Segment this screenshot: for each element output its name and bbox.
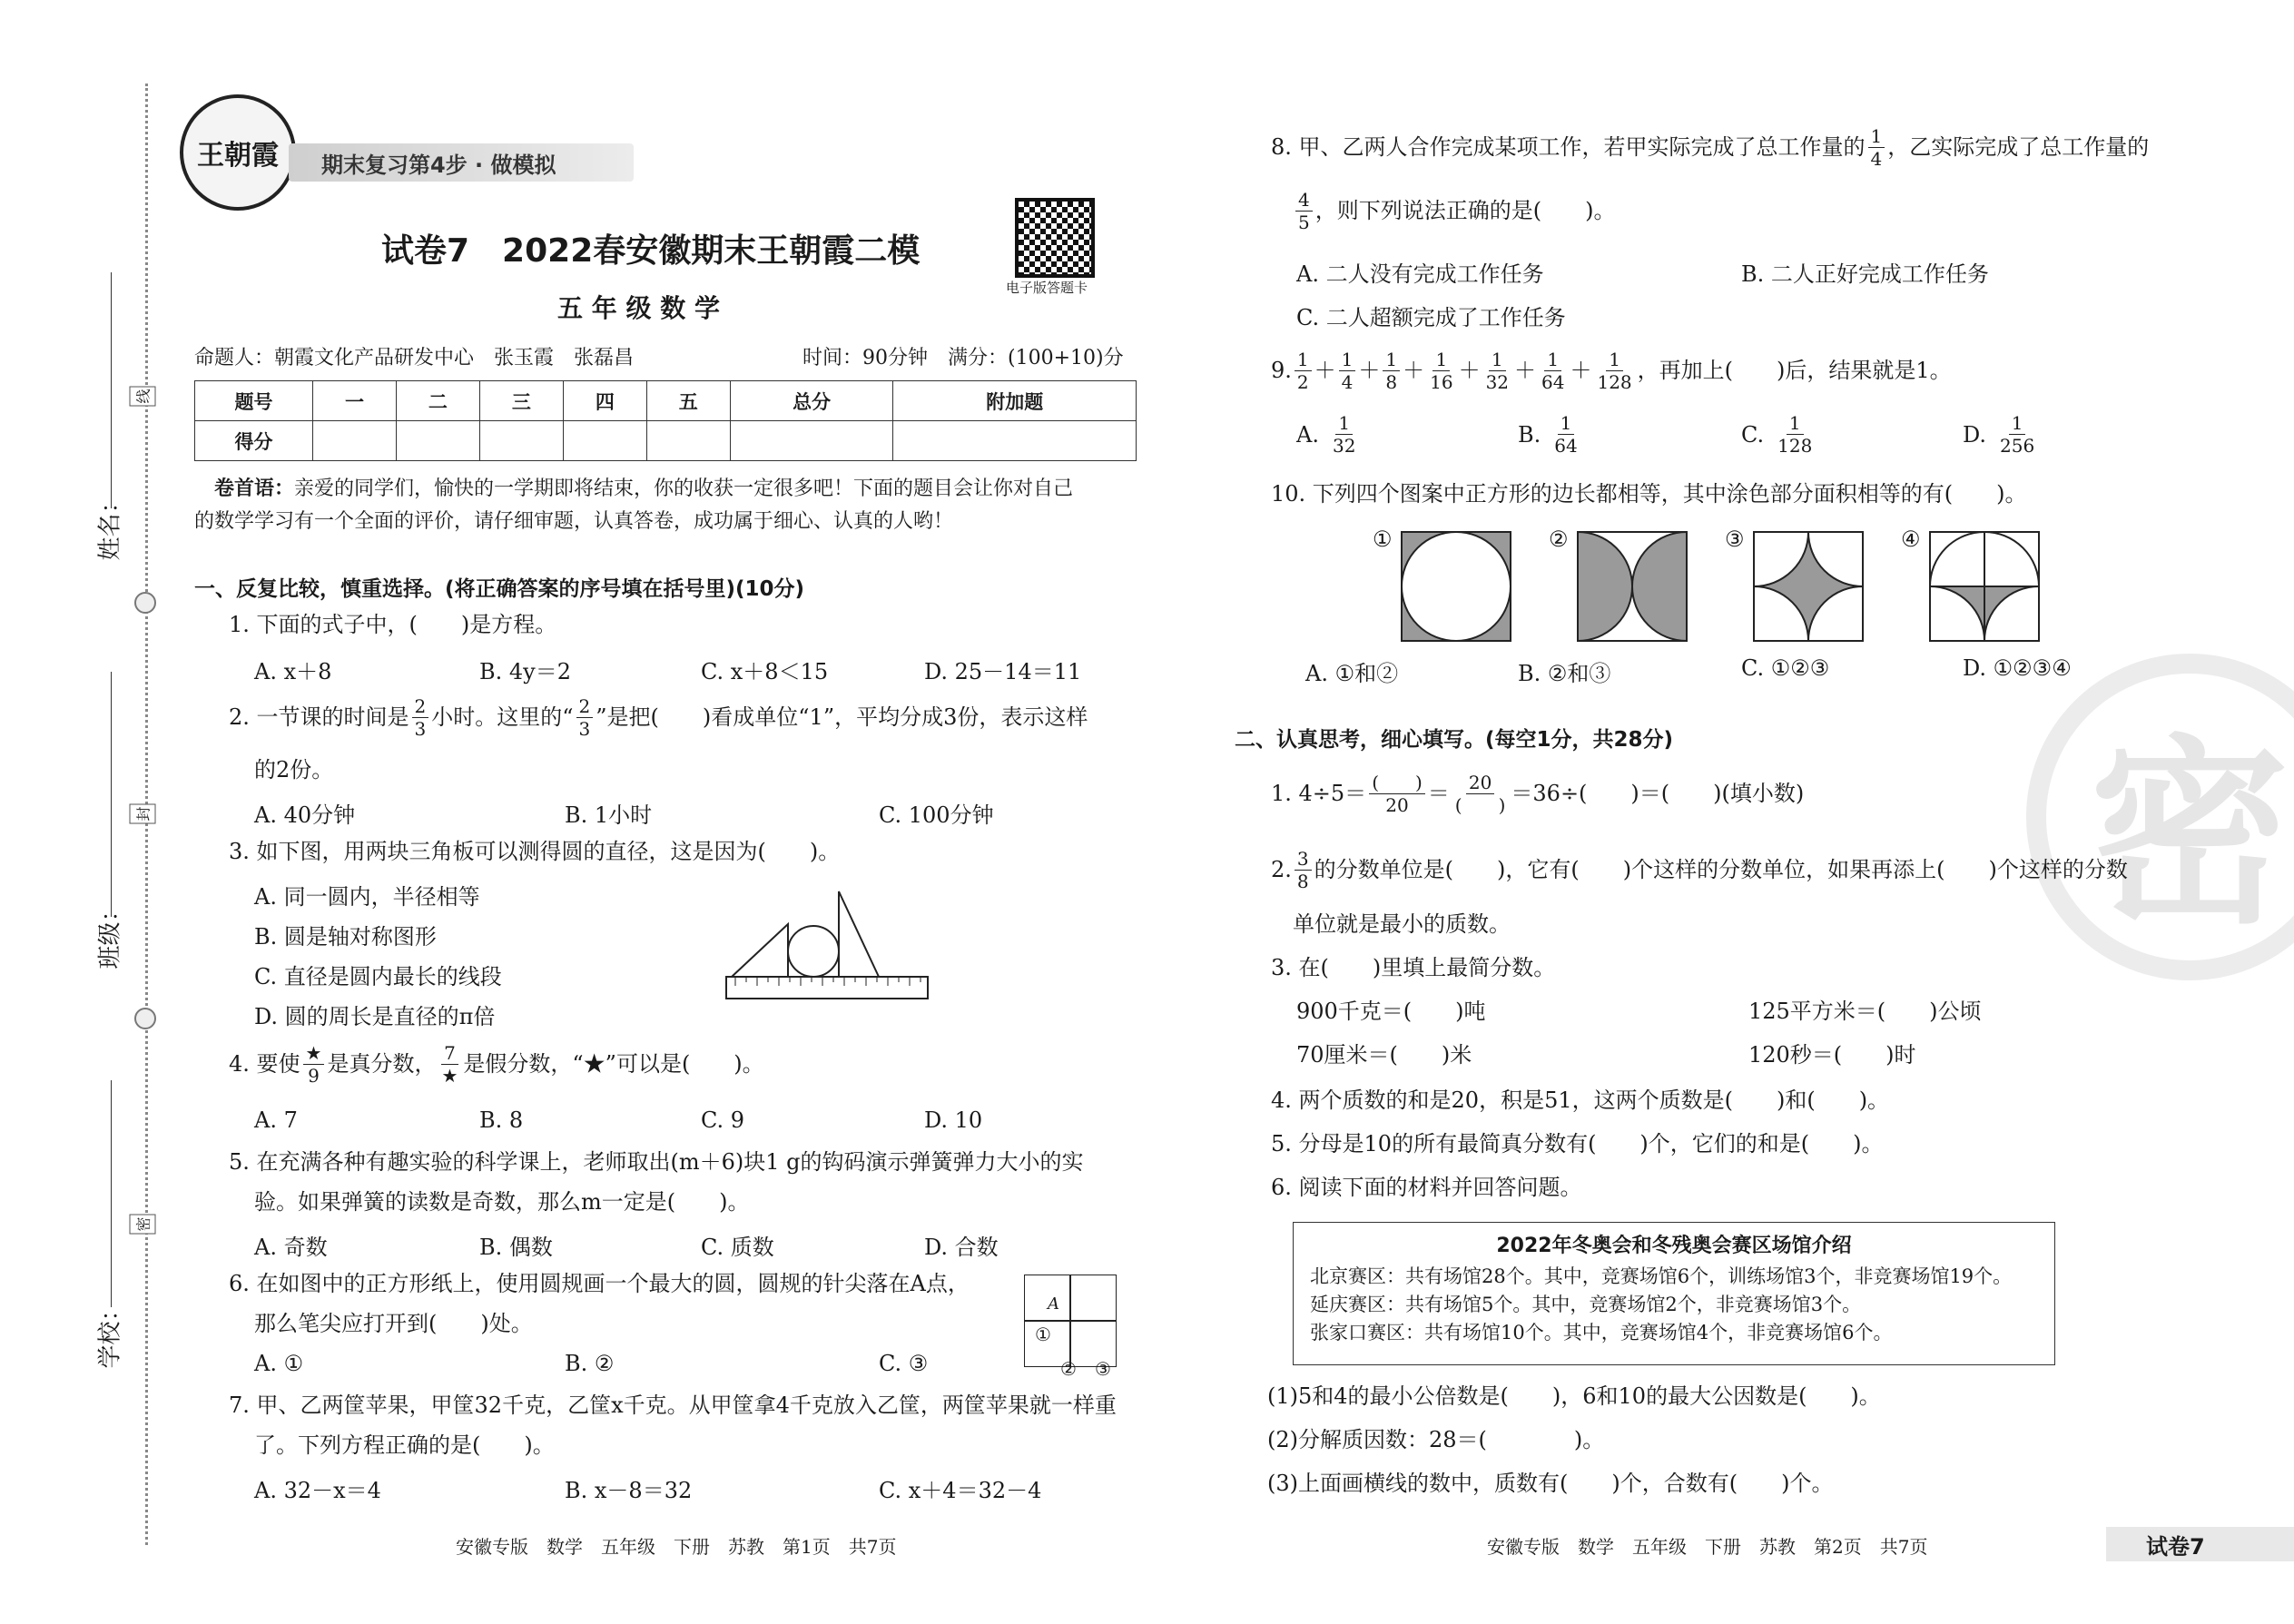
q8-stem-a: 8. 甲、乙两人合作完成某项工作，若甲实际完成了总工作量的 — [1271, 134, 1866, 161]
q5-option-a[interactable]: A. 奇数 — [254, 1235, 328, 1260]
name-underline — [111, 272, 112, 508]
q9-plus-sign: ＋ — [1403, 358, 1425, 384]
binding-hole-icon — [134, 592, 156, 614]
class-label: 班级： — [96, 898, 124, 969]
s2-q3-stem: 3. 在( )里填上最简分数。 — [1271, 955, 1556, 980]
venue-info-box — [1293, 1222, 2055, 1365]
score-header-cell: 总分 — [730, 381, 893, 421]
q8-stem-b: ，乙实际完成了总工作量的 — [1887, 134, 2150, 161]
q10-option-b[interactable]: B. ②和③ — [1518, 661, 1611, 686]
q6-point-3: ③ — [1095, 1358, 1111, 1380]
q5-option-c[interactable]: C. 质数 — [701, 1235, 774, 1260]
step-banner — [289, 143, 634, 182]
brand-logo — [180, 94, 296, 211]
q4-option-b[interactable]: B. 8 — [479, 1107, 524, 1133]
q9-option-c[interactable]: C. $\frac{1}{128}$ — [1741, 414, 1817, 455]
intro-text-1: 亲爱的同学们，愉快的一学期即将结束，你的收获一定很多吧！下面的题目会让你对自己 — [294, 477, 1074, 500]
s2-q3-item-2[interactable]: 125平方米＝( )公顷 — [1748, 999, 1982, 1024]
q8-fraction-1: $\frac{1}{4}$ — [1868, 127, 1885, 168]
footer-left: 安徽专版 数学 五年级 下册 苏教 第1页 共7页 — [456, 1536, 897, 1558]
score-cell[interactable] — [313, 421, 397, 461]
s2-q3-item-4[interactable]: 120秒＝( )时 — [1748, 1042, 1916, 1068]
score-header-cell: 四 — [563, 381, 646, 421]
s2-q1-eq: ＝ — [1427, 781, 1450, 807]
q9-plus-sign: ＋ — [1358, 358, 1381, 384]
q2-fraction: $\frac{2}{3}$ — [412, 697, 429, 738]
paper-title: 试卷7 2022春安徽期末王朝霞二模 — [381, 232, 921, 270]
watermark-seal — [2026, 654, 2294, 980]
q4-stem-c: 是假分数，“★”可以是( )。 — [463, 1051, 764, 1078]
paper-subtitle: 五 年 级 数 学 — [557, 293, 720, 323]
q9-fraction: $\frac{1}{2}$ — [1295, 350, 1312, 391]
score-header-cell: 二 — [396, 381, 479, 421]
q1-option-a[interactable]: A. x＋8 — [254, 659, 332, 684]
q9-number: 9. — [1271, 358, 1292, 384]
venue-line-zhangjiakou: 张家口赛区：共有场馆10个。其中，竞赛场馆4个，非竞赛场馆6个。 — [1310, 1322, 1893, 1344]
score-cell[interactable] — [646, 421, 730, 461]
q9-fraction: $\frac{1}{64}$ — [1541, 349, 1565, 393]
q6-option-b[interactable]: B. ② — [565, 1351, 615, 1376]
score-header-cell: 题号 — [195, 381, 313, 421]
q2-stem-b: 小时。这里的“ — [431, 704, 574, 731]
q10-pattern-2 — [1576, 530, 1689, 643]
q5-option-b[interactable]: B. 偶数 — [479, 1235, 553, 1260]
q10-mark-3: ③ — [1725, 527, 1745, 552]
q2-stem — [229, 697, 1088, 738]
q3-option-c[interactable]: C. 直径是圆内最长的线段 — [254, 964, 502, 989]
q9-option-d-fraction: $\frac{1}{256}$ — [2000, 412, 2035, 457]
q9-tail[interactable]: ，再加上( )后，结果就是1。 — [1637, 358, 1952, 384]
q9-plus-sign: ＋ — [1314, 358, 1336, 384]
q6-point-2: ② — [1060, 1358, 1077, 1380]
q4-stem — [229, 1044, 764, 1085]
q7-line-1: 7. 甲、乙两筐苹果，甲筐32千克，乙筐x千克。从甲筐拿4千克放入乙筐，两筐苹果就一样重 — [229, 1393, 1117, 1418]
q9-option-c-fraction: $\frac{1}{128}$ — [1777, 412, 1813, 457]
score-cell[interactable] — [563, 421, 646, 461]
step-banner-text: 期末复习第4步 · 做模拟 — [321, 152, 556, 178]
q8-option-b[interactable]: B. 二人正好完成工作任务 — [1741, 261, 1989, 287]
footer-right: 安徽专版 数学 五年级 下册 苏教 第2页 共7页 — [1487, 1536, 1928, 1558]
q6-grid-figure — [1024, 1275, 1118, 1380]
q9-plus-sign: ＋ — [1570, 358, 1592, 384]
cut-mark-mi: 密 — [130, 1214, 156, 1234]
s2-q1-tail[interactable]: ＝36÷( )＝( )(填小数) — [1511, 781, 1805, 807]
class-underline — [111, 672, 112, 917]
s2-q2 — [1271, 850, 2128, 891]
q9-plus-sign: ＋ — [1514, 358, 1537, 384]
s2-q2-tail[interactable]: 的分数单位是( )，它有( )个这样的分数单位，如果再添上( )个这样的分数 — [1314, 857, 2128, 883]
score-cell[interactable] — [730, 421, 893, 461]
section1-title: 一、反复比较，慎重选择。(将正确答案的序号填在括号里)(10分) — [194, 577, 805, 601]
brand-logo-text: 王朝霞 — [197, 140, 279, 172]
q4-option-c[interactable]: C. 9 — [701, 1107, 745, 1133]
score-row-label: 得分 — [195, 421, 313, 461]
s2-sub-3[interactable]: (3)上面画横线的数中，质数有( )个，合数有( )个。 — [1267, 1471, 1834, 1496]
q10-option-a[interactable]: A. ①和② — [1305, 661, 1399, 686]
q9-fraction: $\frac{1}{32}$ — [1485, 349, 1510, 393]
q2-fraction-2: $\frac{2}{3}$ — [576, 697, 594, 738]
school-label: 学校： — [96, 1297, 124, 1369]
school-underline — [111, 1080, 112, 1307]
venue-line-yanqing: 延庆赛区：共有场馆5个。其中，竞赛场馆2个，非竞赛场馆3个。 — [1310, 1294, 1862, 1316]
q3-triangle-ruler-figure — [723, 886, 931, 1006]
q2-stem-a: 2. 一节课的时间是 — [229, 704, 409, 731]
q8-option-a[interactable]: A. 二人没有完成工作任务 — [1296, 261, 1544, 287]
q9-option-d[interactable]: D. $\frac{1}{256}$ — [1963, 414, 2040, 455]
footer-badge-text: 试卷7 — [2146, 1533, 2205, 1560]
venue-box-title: 2022年冬奥会和冬残奥会赛区场馆介绍 — [1496, 1235, 1852, 1257]
q6-option-c[interactable]: C. ③ — [879, 1351, 929, 1376]
score-cell[interactable] — [479, 421, 563, 461]
s2-sub-2[interactable]: (2)分解质因数：28＝( )。 — [1267, 1427, 1605, 1452]
q9-plus-sign: ＋ — [1458, 358, 1481, 384]
q6-line-2: 那么笔尖应打开到( )处。 — [254, 1311, 533, 1336]
q7-line-2: 了。下列方程正确的是( )。 — [254, 1432, 555, 1458]
s2-q3-item-3[interactable]: 70厘米＝( )米 — [1296, 1042, 1472, 1068]
score-header-cell: 五 — [646, 381, 730, 421]
q1-option-b[interactable]: B. 4y＝2 — [479, 659, 571, 684]
q8-option-c[interactable]: C. 二人超额完成了工作任务 — [1296, 305, 1566, 330]
q7-option-c[interactable]: C. x＋4＝32－4 — [879, 1478, 1042, 1503]
cut-mark-feng: 封 — [130, 803, 156, 823]
q9-option-b[interactable]: B. $\frac{1}{64}$ — [1518, 414, 1583, 455]
score-header-cell: 附加题 — [893, 381, 1137, 421]
q10-option-c[interactable]: C. ①②③ — [1741, 655, 1830, 681]
score-cell[interactable] — [396, 421, 479, 461]
footer-badge — [2106, 1527, 2294, 1561]
s2-q3-item-1[interactable]: 900千克＝( )吨 — [1296, 999, 1486, 1024]
intro-line-1 — [214, 477, 1073, 501]
q7-option-b[interactable]: B. x－8＝32 — [565, 1478, 693, 1503]
s2-sub-1[interactable]: (1)5和4的最小公倍数是( )，6和10的最大公因数是( )。 — [1267, 1383, 1881, 1409]
q4-stem-b: 是真分数， — [327, 1051, 437, 1078]
q2-line-2: 的2份。 — [254, 757, 334, 782]
q5-line-2: 验。如果弹簧的读数是奇数，那么m一定是( )。 — [254, 1189, 750, 1215]
s2-q1 — [1271, 773, 1804, 814]
q9-fraction: $\frac{1}{4}$ — [1339, 350, 1356, 391]
q10-mark-4: ④ — [1901, 527, 1921, 552]
score-header-cell: 三 — [479, 381, 563, 421]
q2-stem-c: ”是把( )看成单位“1”，平均分成3份，表示这样 — [596, 704, 1088, 731]
s2-q5[interactable]: 5. 分母是10的所有最简真分数有( )个，它们的和是( )。 — [1271, 1131, 1884, 1156]
q2-option-a[interactable]: A. 40分钟 — [254, 802, 356, 828]
q10-stem: 10. 下列四个图案中正方形的边长都相等，其中涂色部分面积相等的有( )。 — [1271, 481, 2027, 507]
q7-option-a[interactable]: A. 32－x＝4 — [254, 1478, 381, 1503]
s2-q1-a: 1. 4÷5＝ — [1271, 781, 1367, 807]
q4-option-d[interactable]: D. 10 — [924, 1107, 983, 1133]
q10-mark-2: ② — [1549, 527, 1569, 552]
s2-q2-fraction: $\frac{3}{8}$ — [1295, 850, 1312, 891]
q3-option-a[interactable]: A. 同一圆内，半径相等 — [254, 884, 480, 910]
q4-fraction-2: $\frac{7}{★}$ — [441, 1042, 458, 1087]
q4-stem-a: 4. 要使 — [229, 1051, 300, 1078]
score-header-row — [195, 381, 1137, 421]
q9-option-b-fraction: $\frac{1}{64}$ — [1554, 412, 1578, 457]
q8-fraction-2: $\frac{4}{5}$ — [1295, 191, 1313, 231]
venue-line-beijing: 北京赛区：共有场馆28个。其中，竞赛场馆6个，训练场馆3个，非竞赛场馆19个。 — [1310, 1265, 2013, 1287]
binding-hole-icon — [134, 1008, 156, 1029]
q9-fraction: $\frac{1}{128}$ — [1597, 349, 1632, 393]
s2-q1-fraction-2[interactable]: $\frac{20}{( )}$ — [1454, 772, 1506, 816]
q8-line-1 — [1271, 127, 2149, 168]
q4-fraction-1: $\frac{★}{9}$ — [303, 1044, 325, 1085]
q5-option-d[interactable]: D. 合数 — [924, 1235, 999, 1260]
name-label: 姓名： — [96, 489, 124, 561]
s2-q2-line-2: 单位就是最小的质数。 — [1293, 911, 1511, 937]
s2-q4[interactable]: 4. 两个质数的和是20，积是51，这两个质数是( )和( )。 — [1271, 1088, 1890, 1113]
author-line: 命题人：朝霞文化产品研发中心 张玉霞 张磊昌 — [194, 347, 635, 369]
intro-lead: 卷首语： — [214, 477, 295, 500]
s2-q6: 6. 阅读下面的材料并回答问题。 — [1271, 1175, 1582, 1200]
s2-q1-fraction-1[interactable]: $\frac{( )}{20}$ — [1369, 773, 1425, 814]
score-value-row — [195, 421, 1137, 461]
q2-option-c[interactable]: C. 100分钟 — [879, 802, 994, 828]
qr-code — [1015, 198, 1095, 278]
intro-line-2: 的数学学习有一个全面的评价，请仔细审题，认真答卷，成功属于细心、认真的人哟！ — [194, 510, 954, 533]
q10-pattern-1 — [1400, 530, 1512, 643]
q1-option-c[interactable]: C. x＋8＜15 — [701, 659, 829, 684]
q10-pattern-4 — [1928, 530, 2041, 643]
score-table — [194, 380, 1137, 461]
cut-mark-xian: 线 — [130, 386, 156, 406]
qr-caption: 电子版答题卡 — [1006, 280, 1088, 296]
q1-option-d[interactable]: D. 25－14＝11 — [924, 659, 1082, 684]
q6-option-a[interactable]: A. ① — [254, 1351, 304, 1376]
q8-line-2 — [1293, 191, 1615, 231]
q6-point-1: ① — [1035, 1324, 1051, 1345]
section2-title: 二、认真思考，细心填写。(每空1分，共28分) — [1235, 728, 1674, 752]
q6-line-1: 6. 在如图中的正方形纸上，使用圆规画一个最大的圆，圆规的针尖落在A点， — [229, 1271, 970, 1296]
time-line: 时间：90分钟 满分：(100+10)分 — [802, 347, 1124, 369]
q10-pattern-3 — [1752, 530, 1865, 643]
q9-stem — [1271, 350, 1952, 391]
s2-q2-number: 2. — [1271, 857, 1292, 883]
q8-stem-c: ，则下列说法正确的是( )。 — [1314, 198, 1616, 224]
q9-fraction: $\frac{1}{8}$ — [1383, 350, 1400, 391]
watermark-text: 密 — [2089, 715, 2289, 950]
q3-option-d[interactable]: D. 圆的周长是直径的π倍 — [254, 1004, 496, 1029]
q2-option-b[interactable]: B. 1小时 — [565, 802, 653, 828]
q10-option-d[interactable]: D. ①②③④ — [1963, 655, 2072, 681]
q6-point-a: A — [1048, 1294, 1059, 1314]
q3-option-b[interactable]: B. 圆是轴对称图形 — [254, 924, 437, 950]
q9-fraction: $\frac{1}{16}$ — [1430, 349, 1453, 393]
q5-line-1: 5. 在充满各种有趣实验的科学课上，老师取出(m＋6)块1 g的钩码演示弹簧弹力大小的实 — [229, 1149, 1084, 1175]
q9-option-a-fraction: $\frac{1}{32}$ — [1332, 412, 1356, 457]
score-cell[interactable] — [893, 421, 1137, 461]
q1-stem: 1. 下面的式子中，( )是方程。 — [229, 612, 557, 637]
q4-option-a[interactable]: A. 7 — [254, 1107, 298, 1133]
q10-mark-1: ① — [1373, 527, 1393, 552]
q9-option-a[interactable]: A. $\frac{1}{32}$ — [1296, 414, 1361, 455]
q3-stem: 3. 如下图，用两块三角板可以测得圆的直径，这是因为( )。 — [229, 839, 841, 864]
score-header-cell: 一 — [313, 381, 397, 421]
